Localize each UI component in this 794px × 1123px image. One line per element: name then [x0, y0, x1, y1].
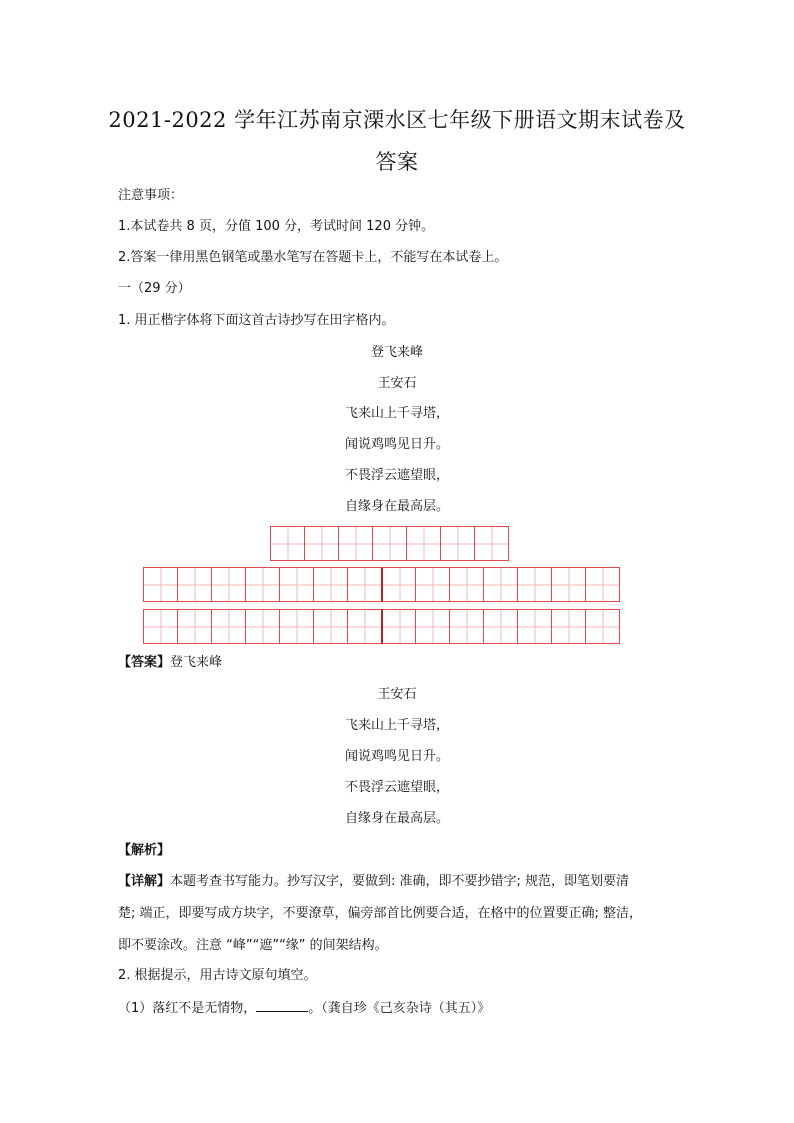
detail-paragraph	[118, 866, 678, 962]
detail-line-2: 楚; 端正，即要写成方块字，不要潦草，偏旁部首比例要合适，在格中的位置要正确; 整洁，	[118, 906, 643, 921]
grid-cell[interactable]	[279, 567, 314, 602]
grid-cell[interactable]	[449, 609, 484, 644]
section-1-heading: 一（29 分）	[118, 281, 191, 296]
detail-label: 【详解】	[118, 874, 171, 889]
question-2-item-1: （1）落红不是无情物， 。（龚自珍《己亥杂诗（其五）》	[118, 1001, 491, 1016]
grid-cell[interactable]	[585, 609, 620, 644]
detail-line-3: 即不要涂改。注意 “峰”“遮”“缘” 的间架结构。	[118, 938, 388, 953]
grid-cell[interactable]	[415, 609, 450, 644]
document-title-line1: 2021-2022 学年江苏南京溧水区七年级下册语文期末试卷及	[108, 108, 686, 132]
grid-cell[interactable]	[440, 526, 475, 561]
grid-cell[interactable]	[313, 609, 348, 644]
grid-cell[interactable]	[211, 609, 246, 644]
grid-cell[interactable]	[372, 526, 407, 561]
grid-cell[interactable]	[347, 567, 382, 602]
poem-line-4: 自缘身在最高层。	[344, 499, 449, 514]
grid-cell[interactable]	[143, 567, 178, 602]
answer-poem-line-1: 飞来山上千寻塔，	[344, 718, 449, 733]
grid-cell[interactable]	[347, 609, 382, 644]
grid-cell[interactable]	[338, 526, 373, 561]
answer-poem-title: 登飞来峰	[170, 655, 223, 670]
poem-line-1: 飞来山上千寻塔，	[344, 406, 449, 421]
poem-line-2: 闻说鸡鸣见日升。	[344, 437, 449, 452]
poem-line-3: 不畏浮云遮望眼，	[344, 468, 449, 483]
analysis-label: 【解析】	[118, 843, 171, 858]
grid-cell[interactable]	[406, 526, 441, 561]
grid-cell[interactable]	[415, 567, 450, 602]
notes-item-2: 2.答案一律用黑色钢笔或墨水笔写在答题卡上，不能写在本试卷上。	[118, 250, 508, 265]
poem-author: 王安石	[377, 376, 417, 391]
answer-poem-author: 王安石	[377, 687, 417, 702]
grid-cell[interactable]	[381, 609, 416, 644]
notes-heading: 注意事项：	[118, 188, 184, 203]
writing-grid-row-2[interactable]	[143, 567, 620, 602]
answer-label: 【答案】	[118, 655, 171, 670]
document-title-line2: 答案	[375, 150, 419, 174]
notes-item-1: 1.本试卷共 8 页，分值 100 分，考试时间 120 分钟。	[118, 219, 435, 234]
grid-cell[interactable]	[585, 567, 620, 602]
fill-in-blank[interactable]	[256, 999, 308, 1012]
grid-cell[interactable]	[279, 609, 314, 644]
grid-cell[interactable]	[304, 526, 339, 561]
grid-cell[interactable]	[551, 609, 586, 644]
writing-grid-row-1[interactable]	[270, 526, 509, 561]
question-1-prompt: 1. 用正楷字体将下面这首古诗抄写在田字格内。	[118, 313, 395, 328]
answer-poem-line-4: 自缘身在最高层。	[344, 811, 449, 826]
grid-cell[interactable]	[143, 609, 178, 644]
detail-line-1: 【详解】本题考查书写能力。抄写汉字，要做到: 准确，即不要抄错字; 规范，即笔划要清	[118, 874, 630, 889]
grid-cell[interactable]	[517, 609, 552, 644]
grid-cell[interactable]	[177, 609, 212, 644]
answer-poem-line-2: 闻说鸡鸣见日升。	[344, 749, 449, 764]
question-2-prompt: 2. 根据提示，用古诗文原句填空。	[118, 968, 317, 983]
grid-cell[interactable]	[551, 567, 586, 602]
answer-poem-line-3: 不畏浮云遮望眼，	[344, 780, 449, 795]
poem-title: 登飞来峰	[370, 345, 423, 360]
writing-grid-row-3[interactable]	[143, 609, 620, 644]
answer-line	[118, 655, 222, 671]
grid-cell[interactable]	[313, 567, 348, 602]
grid-cell[interactable]	[270, 526, 305, 561]
grid-cell[interactable]	[474, 526, 509, 561]
grid-cell[interactable]	[177, 567, 212, 602]
grid-cell[interactable]	[483, 609, 518, 644]
grid-cell[interactable]	[245, 567, 280, 602]
grid-cell[interactable]	[517, 567, 552, 602]
grid-cell[interactable]	[449, 567, 484, 602]
grid-cell[interactable]	[381, 567, 416, 602]
grid-cell[interactable]	[483, 567, 518, 602]
grid-cell[interactable]	[245, 609, 280, 644]
grid-cell[interactable]	[211, 567, 246, 602]
